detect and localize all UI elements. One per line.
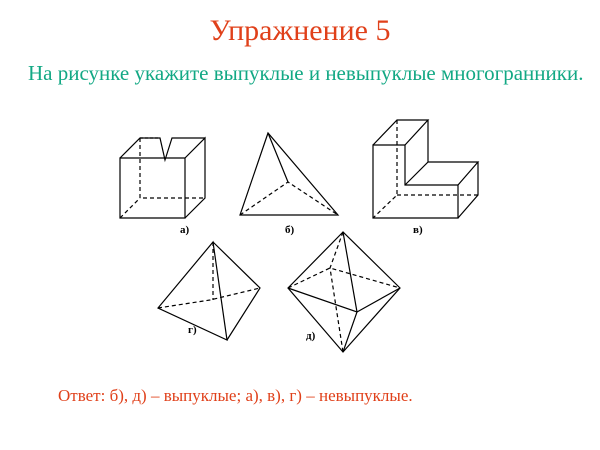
task-text: На рисунке укажите выпуклые и невыпуклые многогранники. xyxy=(28,61,584,85)
figure-a-polyhedron xyxy=(120,138,205,218)
figure-d-polyhedron xyxy=(288,232,400,352)
figure-g-label: г) xyxy=(188,324,197,336)
answer-text: б), д) – выпуклые; а), в), г) – невыпуклые. xyxy=(105,386,413,405)
figure-d-label: д) xyxy=(306,330,316,342)
answer-line xyxy=(58,386,413,406)
answer-label: Ответ: xyxy=(58,386,106,405)
exercise-title: Упражнение 5 xyxy=(209,14,391,47)
figure-b-polyhedron xyxy=(240,133,338,215)
figure-g-polyhedron xyxy=(158,242,260,340)
figure-a-label: а) xyxy=(180,224,190,236)
figure-v-polyhedron xyxy=(373,120,478,218)
figure-b-label: б) xyxy=(285,224,295,236)
figure-v-label: в) xyxy=(413,224,423,236)
